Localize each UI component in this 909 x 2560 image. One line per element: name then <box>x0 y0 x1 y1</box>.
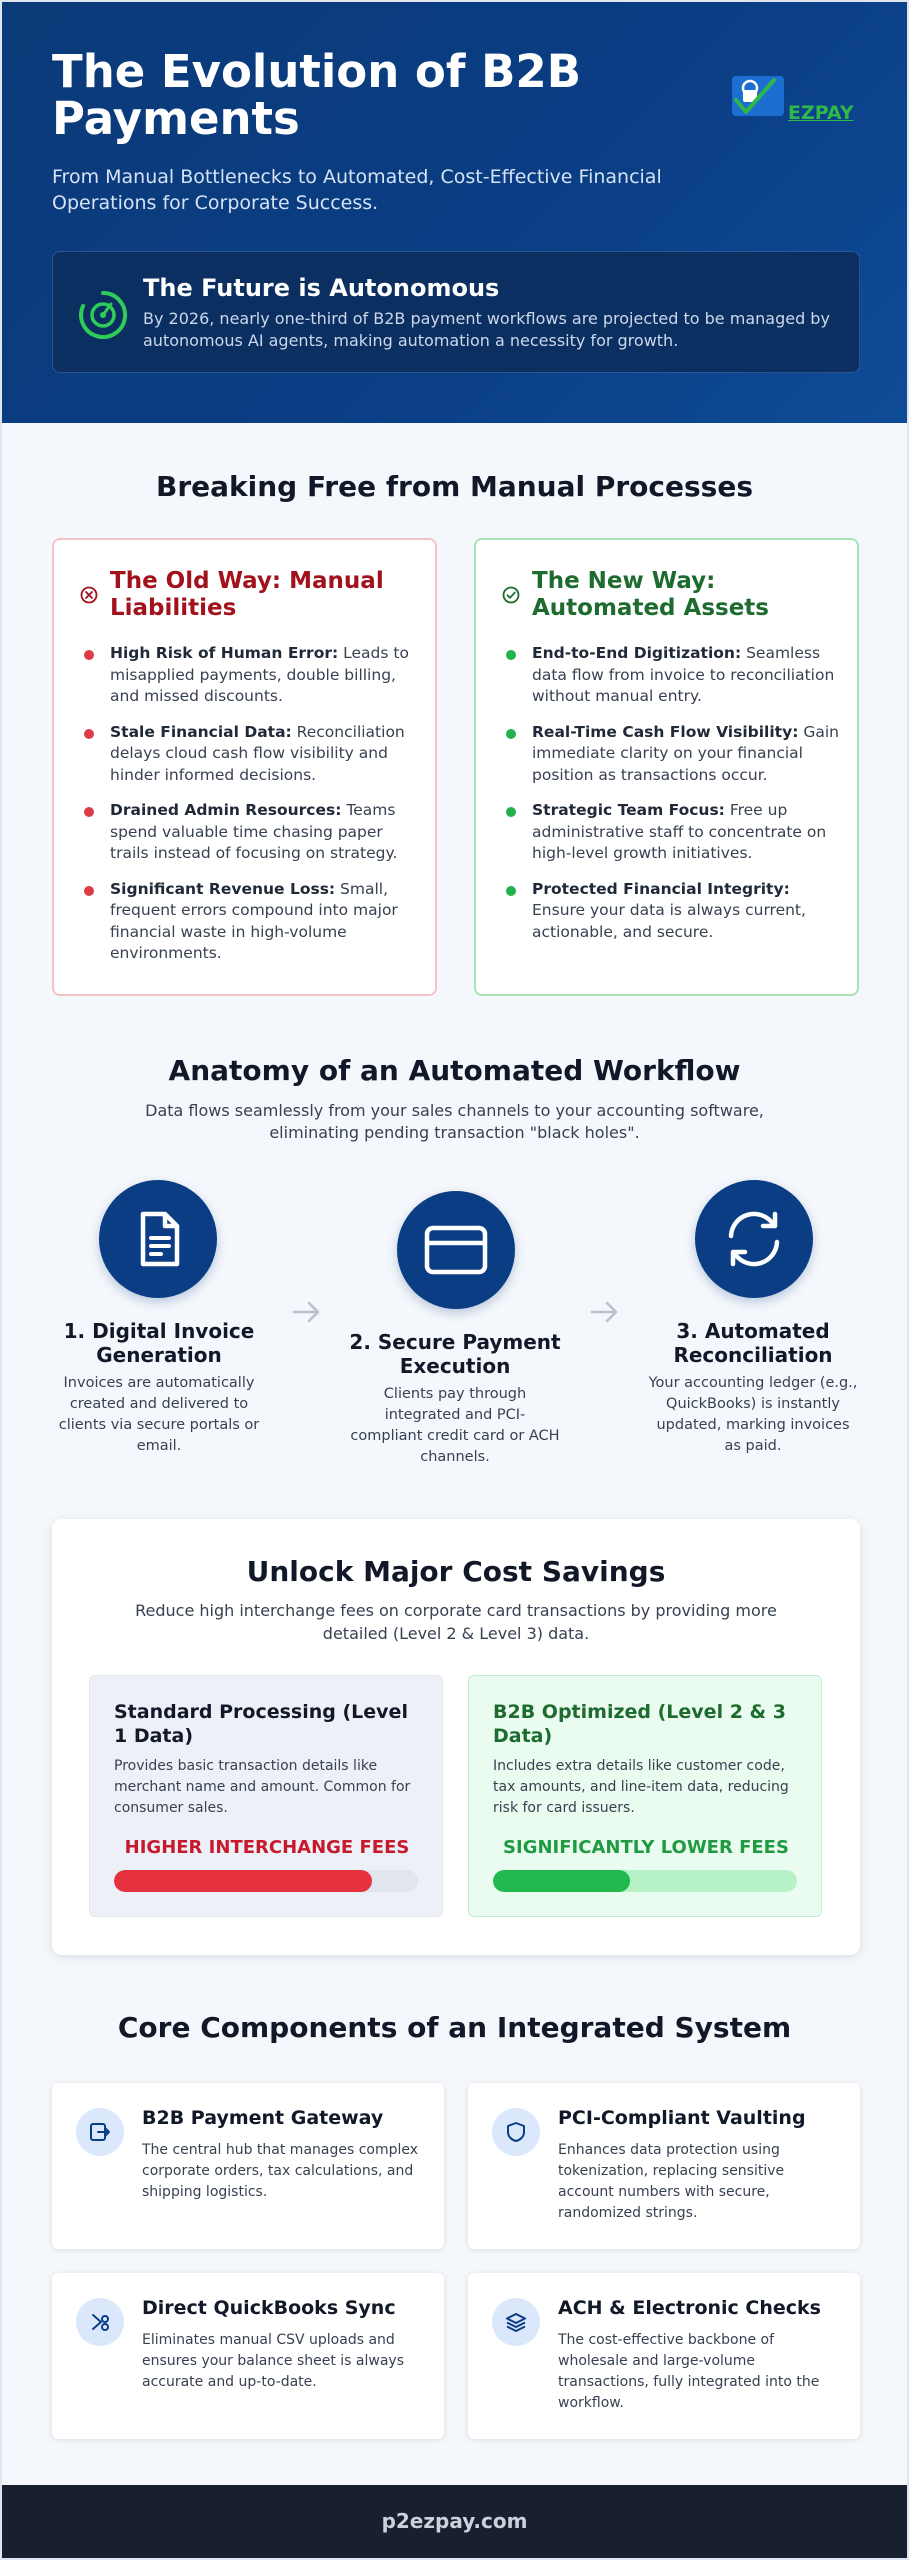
standard-fee-bar-fill <box>114 1870 372 1892</box>
savings-description: Reduce high interchange fees on corporate card transactions by providing more detailed (Level 2 & Level 3) data. <box>135 1601 777 1643</box>
standard-title: Standard Processing (Level 1 Data) <box>114 1701 408 1747</box>
optimized-text: Includes extra details like customer code, tax amounts, and line-item data, reducing risk for card issuers. <box>493 1758 789 1816</box>
step-1-text: Invoices are automatically created and delivered to clients via secure portals or email. <box>58 1375 260 1454</box>
optimized-fee-bar <box>493 1870 797 1892</box>
item-text: Reconciliation delays cloud cash flow visibility and hinder informed decisions. <box>110 722 405 784</box>
future-title: The Future is Autonomous <box>143 274 500 302</box>
standard-text: Provides basic transaction details like merchant name and amount. Common for consumer sales. <box>114 1758 411 1816</box>
new-way-list <box>502 643 842 957</box>
shield-icon <box>492 2108 540 2156</box>
old-way-card <box>52 538 437 996</box>
bullet-dot <box>84 650 94 660</box>
item-heading: Strategic Team Focus: <box>532 801 725 819</box>
item-text: Seamless data flow from invoice to reconciliation without manual entry. <box>532 644 835 705</box>
workflow-section-title: Anatomy of an Automated Workflow <box>168 1054 741 1087</box>
standard-fee-label: HIGHER INTERCHANGE FEES <box>124 1837 410 1858</box>
x-circle-icon <box>80 586 98 604</box>
list-item <box>502 722 842 787</box>
component-card-ach <box>468 2273 860 2439</box>
bullet-dot <box>84 807 94 817</box>
step-1-title: 1. Digital Invoice Generation <box>63 1319 255 1367</box>
item-text: Leads to misapplied payments, double billing, and missed discounts. <box>110 644 409 705</box>
optimized-fee-label: SIGNIFICANTLY LOWER FEES <box>503 1837 789 1858</box>
component-text: The central hub that manages complex corporate orders, tax calculations, and shipping logistics. <box>142 2142 419 2200</box>
list-item <box>80 722 420 787</box>
item-heading: Protected Financial Integrity: <box>532 879 790 898</box>
footer-link[interactable]: p2ezpay.com <box>381 2509 528 2533</box>
bullet-dot <box>84 729 94 739</box>
page-subtitle: From Manual Bottlenecks to Automated, Cost-Effective Financial Operations for Corporate Success. <box>52 166 662 214</box>
component-card-vaulting <box>468 2083 860 2249</box>
list-item <box>80 879 420 965</box>
step-2-text: Clients pay through integrated and PCI-compliant credit card or ACH channels. <box>350 1386 560 1465</box>
gauge-icon <box>75 287 131 343</box>
bullet-dot <box>506 729 516 739</box>
list-item <box>80 643 420 708</box>
list-item <box>502 800 842 865</box>
component-title: Direct QuickBooks Sync <box>142 2297 396 2319</box>
item-heading: Significant Revenue Loss: <box>110 879 336 898</box>
page-title: The Evolution of B2B Payments <box>52 45 581 145</box>
component-text: Enhances data protection using tokenization, replacing sensitive account numbers with secure, randomized strings. <box>558 2142 785 2221</box>
component-text: The cost-effective backbone of wholesale and large-volume transactions, fully integrated into the workflow. <box>558 2332 820 2411</box>
optimized-processing-panel <box>468 1675 822 1917</box>
logo-text: EZPAY <box>788 102 854 124</box>
item-heading: Drained Admin Resources: <box>110 801 342 819</box>
step-3-text: Your accounting ledger (e.g., QuickBooks) is instantly updated, marking invoices as paid. <box>648 1375 858 1454</box>
savings-title: Unlock Major Cost Savings <box>246 1555 666 1588</box>
item-heading: Real-Time Cash Flow Visibility: <box>532 722 799 741</box>
optimized-fee-bar-fill <box>493 1870 630 1892</box>
new-way-card <box>474 538 859 996</box>
layers-icon <box>492 2298 540 2346</box>
bullet-dot <box>506 650 516 660</box>
list-item <box>80 800 420 865</box>
component-title: B2B Payment Gateway <box>142 2107 384 2129</box>
document-icon <box>99 1180 217 1298</box>
sync-icon <box>76 2298 124 2346</box>
component-title: ACH & Electronic Checks <box>558 2297 821 2319</box>
hero-section <box>2 2 907 423</box>
new-way-title: The New Way: Automated Assets <box>532 568 769 621</box>
bullet-dot <box>84 886 94 896</box>
arrow-right-icon <box>590 1300 620 1324</box>
item-heading: Stale Financial Data: <box>110 722 292 741</box>
component-card-gateway <box>52 2083 444 2249</box>
optimized-title: B2B Optimized (Level 2 & 3 Data) <box>493 1701 786 1747</box>
future-callout <box>52 251 860 373</box>
bullet-dot <box>506 807 516 817</box>
item-text: Free up administrative staff to concentrate on high-level growth initiatives. <box>532 801 827 862</box>
standard-processing-panel <box>89 1675 443 1917</box>
credit-card-icon <box>397 1191 515 1309</box>
item-text: Small, frequent errors compound into major financial waste in high-volume environments. <box>110 879 398 962</box>
ezpay-logo[interactable] <box>730 70 860 126</box>
components-section-title: Core Components of an Integrated System <box>117 2011 792 2044</box>
item-text: Gain immediate clarity on your financial position as transactions occur. <box>532 722 839 784</box>
component-text: Eliminates manual CSV uploads and ensures your balance sheet is always accurate and up-to-date. <box>142 2332 405 2390</box>
step-2-title: 2. Secure Payment Execution <box>349 1330 561 1378</box>
check-circle-icon <box>502 586 520 604</box>
compare-section-title: Breaking Free from Manual Processes <box>155 470 753 503</box>
arrow-right-icon <box>292 1300 322 1324</box>
list-item <box>502 643 842 708</box>
standard-fee-bar <box>114 1870 418 1892</box>
component-card-quickbooks <box>52 2273 444 2439</box>
bullet-dot <box>506 886 516 896</box>
footer <box>2 2485 907 2560</box>
step-3-title: 3. Automated Reconciliation <box>673 1319 833 1367</box>
item-heading: End-to-End Digitization: <box>532 644 742 662</box>
item-text: Ensure your data is always current, actionable, and secure. <box>532 901 806 941</box>
future-text: By 2026, nearly one-third of B2B payment workflows are projected to be managed by autonomous AI agents, making automation a necessity for growth. <box>143 309 830 350</box>
old-way-list <box>80 643 420 979</box>
old-way-title: The Old Way: Manual Liabilities <box>110 568 384 621</box>
workflow-description: Data flows seamlessly from your sales channels to your accounting software, eliminating pending transaction "black holes". <box>145 1101 764 1142</box>
refresh-icon <box>695 1180 813 1298</box>
list-item <box>502 879 842 944</box>
item-heading: High Risk of Human Error: <box>110 644 339 662</box>
gateway-icon <box>76 2108 124 2156</box>
component-title: PCI-Compliant Vaulting <box>558 2107 806 2129</box>
item-text: Teams spend valuable time chasing paper trails instead of focusing on strategy. <box>110 801 398 862</box>
cost-savings-card <box>52 1519 860 1955</box>
